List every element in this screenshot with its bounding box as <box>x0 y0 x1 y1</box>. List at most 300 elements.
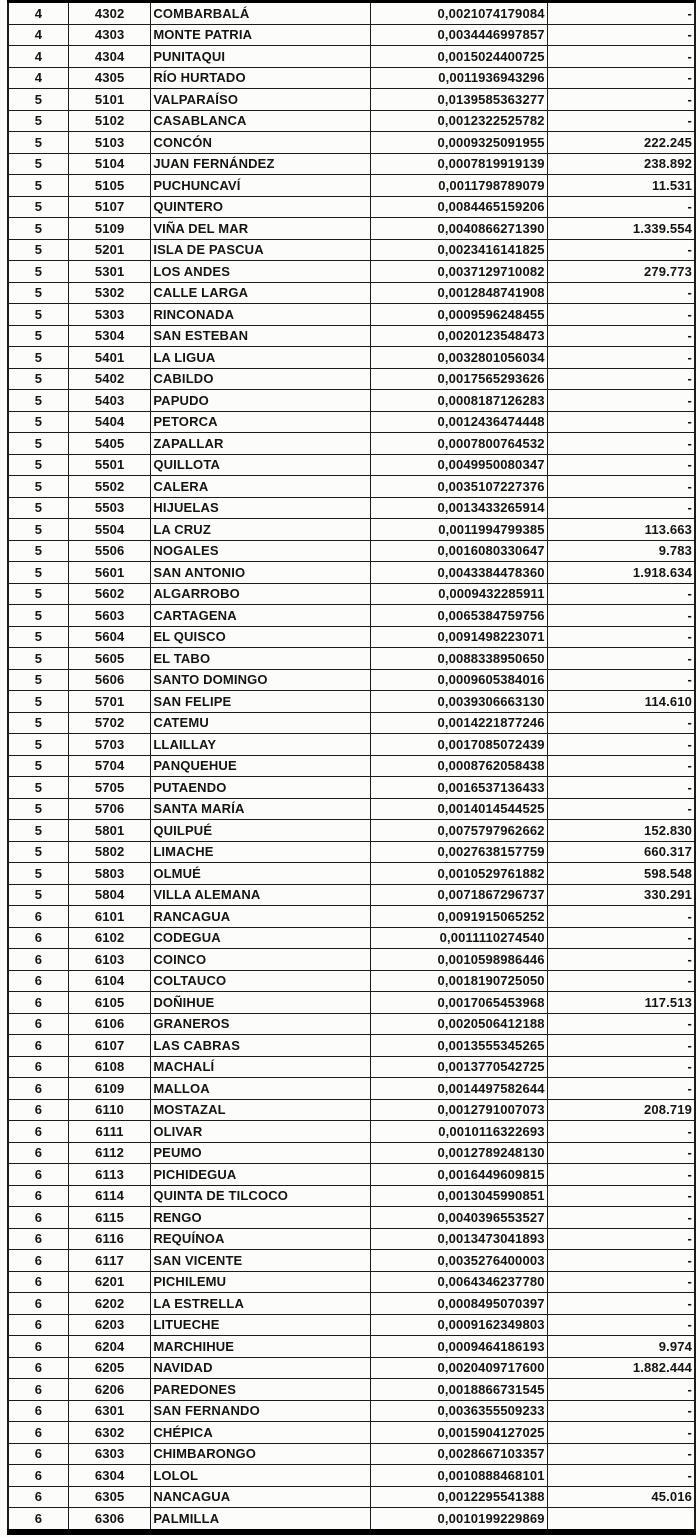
cell-code: 5705 <box>68 777 150 799</box>
cell-amount: - <box>547 1293 695 1315</box>
cell-coefficient: 0,0139585363277 <box>370 89 547 111</box>
cell-commune: QUINTERO <box>151 196 370 218</box>
cell-region: 4 <box>8 2 68 25</box>
cell-region: 5 <box>8 89 68 111</box>
cell-amount: - <box>547 755 695 777</box>
cell-amount: - <box>547 67 695 89</box>
cell-code: 4304 <box>68 46 150 68</box>
table-row <box>8 390 695 412</box>
cell-amount: - <box>547 89 695 111</box>
cell-amount: - <box>547 1142 695 1164</box>
table-row <box>8 1228 695 1250</box>
cell-region: 6 <box>8 1185 68 1207</box>
cell-amount: - <box>547 648 695 670</box>
cell-commune: CASABLANCA <box>151 110 370 132</box>
table-row <box>8 1250 695 1272</box>
cell-amount: - <box>547 390 695 412</box>
table-row <box>8 1336 695 1358</box>
cell-commune: CATEMU <box>151 712 370 734</box>
cell-code: 5605 <box>68 648 150 670</box>
cell-coefficient: 0,0010598986446 <box>370 949 547 971</box>
table-row <box>8 1185 695 1207</box>
cell-code: 6305 <box>68 1486 150 1508</box>
table-row <box>8 497 695 519</box>
cell-region: 5 <box>8 218 68 240</box>
cell-code: 5104 <box>68 153 150 175</box>
cell-amount: - <box>547 906 695 928</box>
cell-commune: ZAPALLAR <box>151 433 370 455</box>
cell-commune: COINCO <box>151 949 370 971</box>
cell-coefficient: 0,0035276400003 <box>370 1250 547 1272</box>
cell-code: 5702 <box>68 712 150 734</box>
cell-commune: LOLOL <box>151 1465 370 1487</box>
cell-amount: - <box>547 626 695 648</box>
cell-code: 5504 <box>68 519 150 541</box>
cell-code: 5506 <box>68 540 150 562</box>
table-row <box>8 755 695 777</box>
cell-region: 6 <box>8 949 68 971</box>
table-row <box>8 1379 695 1401</box>
cell-code: 5701 <box>68 691 150 713</box>
table-row <box>8 304 695 326</box>
cell-amount: - <box>547 433 695 455</box>
cell-region: 5 <box>8 304 68 326</box>
cell-amount: 1.882.444 <box>547 1357 695 1379</box>
table-row <box>8 1099 695 1121</box>
cell-region: 5 <box>8 519 68 541</box>
cell-code: 6206 <box>68 1379 150 1401</box>
cell-commune: RÍO HURTADO <box>151 67 370 89</box>
cell-commune: LAS CABRAS <box>151 1035 370 1057</box>
table-row <box>8 884 695 906</box>
cell-coefficient: 0,0071867296737 <box>370 884 547 906</box>
cell-commune: NANCAGUA <box>151 1486 370 1508</box>
cell-region: 5 <box>8 132 68 154</box>
cell-code: 5803 <box>68 863 150 885</box>
cell-commune: RINCONADA <box>151 304 370 326</box>
cell-region: 6 <box>8 1465 68 1487</box>
cell-code: 6117 <box>68 1250 150 1272</box>
cell-code: 6304 <box>68 1465 150 1487</box>
table-row <box>8 67 695 89</box>
table-row <box>8 669 695 691</box>
cell-amount: - <box>547 605 695 627</box>
cell-region: 6 <box>8 1078 68 1100</box>
cell-commune: MONTE PATRIA <box>151 24 370 46</box>
cell-commune: LA CRUZ <box>151 519 370 541</box>
cell-coefficient: 0,0016537136433 <box>370 777 547 799</box>
cell-coefficient: 0,0084465159206 <box>370 196 547 218</box>
cell-code: 5606 <box>68 669 150 691</box>
cell-code: 5704 <box>68 755 150 777</box>
table-row <box>8 1142 695 1164</box>
cell-region: 5 <box>8 863 68 885</box>
cell-coefficient: 0,0036355509233 <box>370 1400 547 1422</box>
cell-coefficient: 0,0032801056034 <box>370 347 547 369</box>
cell-region: 5 <box>8 347 68 369</box>
table-row <box>8 282 695 304</box>
cell-region: 6 <box>8 1164 68 1186</box>
cell-code: 5401 <box>68 347 150 369</box>
cell-code: 5304 <box>68 325 150 347</box>
cell-amount: - <box>547 325 695 347</box>
cell-region: 5 <box>8 798 68 820</box>
table-row <box>8 863 695 885</box>
cell-region: 6 <box>8 1207 68 1229</box>
cell-commune: PAPUDO <box>151 390 370 412</box>
cell-commune: OLIVAR <box>151 1121 370 1143</box>
cell-region: 5 <box>8 820 68 842</box>
table-row <box>8 970 695 992</box>
cell-coefficient: 0,0027638157759 <box>370 841 547 863</box>
cell-region: 5 <box>8 175 68 197</box>
cell-commune: LIMACHE <box>151 841 370 863</box>
cell-commune: PICHIDEGUA <box>151 1164 370 1186</box>
cell-code: 6111 <box>68 1121 150 1143</box>
cell-amount: - <box>547 712 695 734</box>
cell-amount: - <box>547 347 695 369</box>
cell-amount: - <box>547 734 695 756</box>
table-row <box>8 1207 695 1229</box>
cell-region: 5 <box>8 540 68 562</box>
cell-region: 6 <box>8 1142 68 1164</box>
cell-coefficient: 0,0012322525782 <box>370 110 547 132</box>
cell-coefficient: 0,0034446997857 <box>370 24 547 46</box>
table-row <box>8 1443 695 1465</box>
cell-coefficient: 0,0009325091955 <box>370 132 547 154</box>
table-row <box>8 110 695 132</box>
cell-code: 6115 <box>68 1207 150 1229</box>
cell-region: 5 <box>8 884 68 906</box>
cell-coefficient: 0,0021074179084 <box>370 2 547 25</box>
table-row <box>8 841 695 863</box>
cell-code: 5801 <box>68 820 150 842</box>
cell-commune: VILLA ALEMANA <box>151 884 370 906</box>
cell-amount: 660.317 <box>547 841 695 863</box>
cell-region: 5 <box>8 411 68 433</box>
cell-region: 5 <box>8 626 68 648</box>
cell-commune: CHIMBARONGO <box>151 1443 370 1465</box>
cell-code: 5802 <box>68 841 150 863</box>
cell-coefficient: 0,0017565293626 <box>370 368 547 390</box>
table-row <box>8 476 695 498</box>
cell-code: 6306 <box>68 1508 150 1532</box>
table-row <box>8 368 695 390</box>
cell-coefficient: 0,0011994799385 <box>370 519 547 541</box>
cell-region: 6 <box>8 1486 68 1508</box>
cell-code: 5301 <box>68 261 150 283</box>
table-row <box>8 949 695 971</box>
table-row <box>8 1293 695 1315</box>
cell-amount: - <box>547 1185 695 1207</box>
cell-code: 6109 <box>68 1078 150 1100</box>
cell-coefficient: 0,0023416141825 <box>370 239 547 261</box>
cell-coefficient: 0,0013555345265 <box>370 1035 547 1057</box>
table-row <box>8 519 695 541</box>
cell-amount: - <box>547 1121 695 1143</box>
cell-region: 5 <box>8 583 68 605</box>
cell-region: 6 <box>8 1013 68 1035</box>
cell-code: 5501 <box>68 454 150 476</box>
cell-region: 5 <box>8 497 68 519</box>
cell-amount: 238.892 <box>547 153 695 175</box>
cell-region: 6 <box>8 1293 68 1315</box>
cell-region: 5 <box>8 110 68 132</box>
cell-coefficient: 0,0043384478360 <box>370 562 547 584</box>
cell-coefficient: 0,0007819919139 <box>370 153 547 175</box>
cell-region: 6 <box>8 1250 68 1272</box>
table-row <box>8 605 695 627</box>
cell-region: 6 <box>8 1121 68 1143</box>
cell-coefficient: 0,0011110274540 <box>370 927 547 949</box>
cell-coefficient: 0,0039306663130 <box>370 691 547 713</box>
cell-commune: RENGO <box>151 1207 370 1229</box>
cell-code: 5402 <box>68 368 150 390</box>
cell-coefficient: 0,0008187126283 <box>370 390 547 412</box>
cell-amount: - <box>547 1035 695 1057</box>
table-row <box>8 1078 695 1100</box>
cell-commune: ALGARROBO <box>151 583 370 605</box>
cell-code: 6103 <box>68 949 150 971</box>
cell-coefficient: 0,0009464186193 <box>370 1336 547 1358</box>
table-row <box>8 648 695 670</box>
cell-coefficient: 0,0010116322693 <box>370 1121 547 1143</box>
cell-region: 4 <box>8 46 68 68</box>
cell-coefficient: 0,0016080330647 <box>370 540 547 562</box>
table-row <box>8 927 695 949</box>
table-row <box>8 583 695 605</box>
cell-coefficient: 0,0012295541388 <box>370 1486 547 1508</box>
cell-amount: - <box>547 1314 695 1336</box>
cell-code: 6302 <box>68 1422 150 1444</box>
cell-amount: - <box>547 583 695 605</box>
cell-region: 6 <box>8 1443 68 1465</box>
table-row <box>8 1486 695 1508</box>
cell-code: 5105 <box>68 175 150 197</box>
cell-region: 5 <box>8 282 68 304</box>
cell-commune: LLAILLAY <box>151 734 370 756</box>
cell-coefficient: 0,0016449609815 <box>370 1164 547 1186</box>
cell-code: 6202 <box>68 1293 150 1315</box>
cell-commune: CALERA <box>151 476 370 498</box>
table-row <box>8 777 695 799</box>
table-row <box>8 261 695 283</box>
cell-amount: - <box>547 798 695 820</box>
cell-coefficient: 0,0064346237780 <box>370 1271 547 1293</box>
cell-commune: COLTAUCO <box>151 970 370 992</box>
cell-region: 5 <box>8 755 68 777</box>
cell-amount: - <box>547 411 695 433</box>
cell-commune: MOSTAZAL <box>151 1099 370 1121</box>
cell-commune: RANCAGUA <box>151 906 370 928</box>
cell-amount: - <box>547 304 695 326</box>
table-row <box>8 347 695 369</box>
cell-commune: SANTO DOMINGO <box>151 669 370 691</box>
cell-amount: - <box>547 46 695 68</box>
cell-commune: PAREDONES <box>151 1379 370 1401</box>
table-row <box>8 454 695 476</box>
table-row <box>8 1357 695 1379</box>
cell-coefficient: 0,0017085072439 <box>370 734 547 756</box>
cell-commune: CARTAGENA <box>151 605 370 627</box>
cell-commune: EL QUISCO <box>151 626 370 648</box>
cell-amount: 1.918.634 <box>547 562 695 584</box>
cell-region: 5 <box>8 734 68 756</box>
cell-region: 6 <box>8 992 68 1014</box>
cell-coefficient: 0,0015904127025 <box>370 1422 547 1444</box>
cell-region: 5 <box>8 433 68 455</box>
cell-code: 5201 <box>68 239 150 261</box>
cell-amount: - <box>547 949 695 971</box>
cell-commune: PUTAENDO <box>151 777 370 799</box>
cell-region: 6 <box>8 1400 68 1422</box>
cell-region: 4 <box>8 24 68 46</box>
cell-commune: PICHILEMU <box>151 1271 370 1293</box>
cell-amount: - <box>547 239 695 261</box>
cell-commune: PALMILLA <box>151 1508 370 1532</box>
cell-commune: VALPARAÍSO <box>151 89 370 111</box>
table-row <box>8 734 695 756</box>
cell-amount: - <box>547 1250 695 1272</box>
cell-commune: COMBARBALÁ <box>151 2 370 25</box>
cell-amount: - <box>547 1271 695 1293</box>
cell-code: 6108 <box>68 1056 150 1078</box>
cell-commune: CHÉPICA <box>151 1422 370 1444</box>
cell-amount: - <box>547 777 695 799</box>
cell-commune: REQUÍNOA <box>151 1228 370 1250</box>
table-row <box>8 540 695 562</box>
cell-amount: - <box>547 454 695 476</box>
cell-coefficient: 0,0008762058438 <box>370 755 547 777</box>
table-row <box>8 239 695 261</box>
cell-amount: - <box>547 1207 695 1229</box>
cell-amount: - <box>547 970 695 992</box>
cell-commune: CODEGUA <box>151 927 370 949</box>
cell-commune: VIÑA DEL MAR <box>151 218 370 240</box>
cell-region: 6 <box>8 1314 68 1336</box>
cell-region: 6 <box>8 1508 68 1532</box>
cell-amount: 1.339.554 <box>547 218 695 240</box>
cell-code: 5703 <box>68 734 150 756</box>
table-row <box>8 1121 695 1143</box>
cell-amount: 208.719 <box>547 1099 695 1121</box>
cell-code: 6301 <box>68 1400 150 1422</box>
cell-commune: DOÑIHUE <box>151 992 370 1014</box>
cell-coefficient: 0,0009432285911 <box>370 583 547 605</box>
cell-code: 5302 <box>68 282 150 304</box>
cell-region: 5 <box>8 368 68 390</box>
cell-commune: MALLOA <box>151 1078 370 1100</box>
cell-coefficient: 0,0007800764532 <box>370 433 547 455</box>
cell-region: 5 <box>8 261 68 283</box>
cell-coefficient: 0,0035107227376 <box>370 476 547 498</box>
cell-commune: GRANEROS <box>151 1013 370 1035</box>
cell-coefficient: 0,0014014544525 <box>370 798 547 820</box>
cell-code: 6114 <box>68 1185 150 1207</box>
cell-amount: - <box>547 1422 695 1444</box>
cell-coefficient: 0,0010888468101 <box>370 1465 547 1487</box>
cell-coefficient: 0,0065384759756 <box>370 605 547 627</box>
cell-region: 5 <box>8 239 68 261</box>
cell-amount: - <box>547 1443 695 1465</box>
cell-amount: 152.830 <box>547 820 695 842</box>
cell-code: 5107 <box>68 196 150 218</box>
cell-commune: CONCÓN <box>151 132 370 154</box>
table-row <box>8 1013 695 1035</box>
cell-code: 5706 <box>68 798 150 820</box>
table-row <box>8 153 695 175</box>
cell-region: 6 <box>8 1422 68 1444</box>
cell-commune: ISLA DE PASCUA <box>151 239 370 261</box>
cell-commune: SANTA MARÍA <box>151 798 370 820</box>
table-row <box>8 433 695 455</box>
cell-amount: 11.531 <box>547 175 695 197</box>
cell-coefficient: 0,0009596248455 <box>370 304 547 326</box>
cell-amount: - <box>547 1379 695 1401</box>
cell-code: 6116 <box>68 1228 150 1250</box>
table-row <box>8 1271 695 1293</box>
cell-coefficient: 0,0009605384016 <box>370 669 547 691</box>
cell-commune: CALLE LARGA <box>151 282 370 304</box>
cell-coefficient: 0,0009162349803 <box>370 1314 547 1336</box>
cell-commune: NOGALES <box>151 540 370 562</box>
cell-commune: SAN FERNANDO <box>151 1400 370 1422</box>
cell-region: 6 <box>8 970 68 992</box>
cell-region: 6 <box>8 1379 68 1401</box>
cell-commune: JUAN FERNÁNDEZ <box>151 153 370 175</box>
table-row <box>8 992 695 1014</box>
table-row <box>8 1035 695 1057</box>
cell-commune: LA ESTRELLA <box>151 1293 370 1315</box>
cell-coefficient: 0,0013433265914 <box>370 497 547 519</box>
cell-code: 5102 <box>68 110 150 132</box>
cell-code: 6104 <box>68 970 150 992</box>
cell-coefficient: 0,0075797962662 <box>370 820 547 842</box>
cell-commune: LA LIGUA <box>151 347 370 369</box>
cell-coefficient: 0,0028667103357 <box>370 1443 547 1465</box>
cell-commune: HIJUELAS <box>151 497 370 519</box>
cell-code: 5109 <box>68 218 150 240</box>
cell-region: 5 <box>8 648 68 670</box>
cell-region: 5 <box>8 196 68 218</box>
cell-region: 6 <box>8 1336 68 1358</box>
cell-code: 4302 <box>68 2 150 25</box>
cell-commune: QUINTA DE TILCOCO <box>151 1185 370 1207</box>
cell-amount: 9.974 <box>547 1336 695 1358</box>
cell-coefficient: 0,0017065453968 <box>370 992 547 1014</box>
cell-amount: - <box>547 927 695 949</box>
cell-code: 5503 <box>68 497 150 519</box>
table-row <box>8 1422 695 1444</box>
cell-commune: EL TABO <box>151 648 370 670</box>
table-row <box>8 626 695 648</box>
cell-coefficient: 0,0011936943296 <box>370 67 547 89</box>
cell-amount <box>547 1508 695 1532</box>
table-row <box>8 24 695 46</box>
cell-coefficient: 0,0013045990851 <box>370 1185 547 1207</box>
table-row <box>8 325 695 347</box>
cell-code: 5405 <box>68 433 150 455</box>
cell-code: 6201 <box>68 1271 150 1293</box>
cell-region: 6 <box>8 1056 68 1078</box>
cell-amount: - <box>547 476 695 498</box>
cell-code: 5602 <box>68 583 150 605</box>
cell-commune: MACHALÍ <box>151 1056 370 1078</box>
cell-amount: - <box>547 2 695 25</box>
cell-region: 5 <box>8 669 68 691</box>
cell-region: 5 <box>8 562 68 584</box>
cell-coefficient: 0,0040866271390 <box>370 218 547 240</box>
